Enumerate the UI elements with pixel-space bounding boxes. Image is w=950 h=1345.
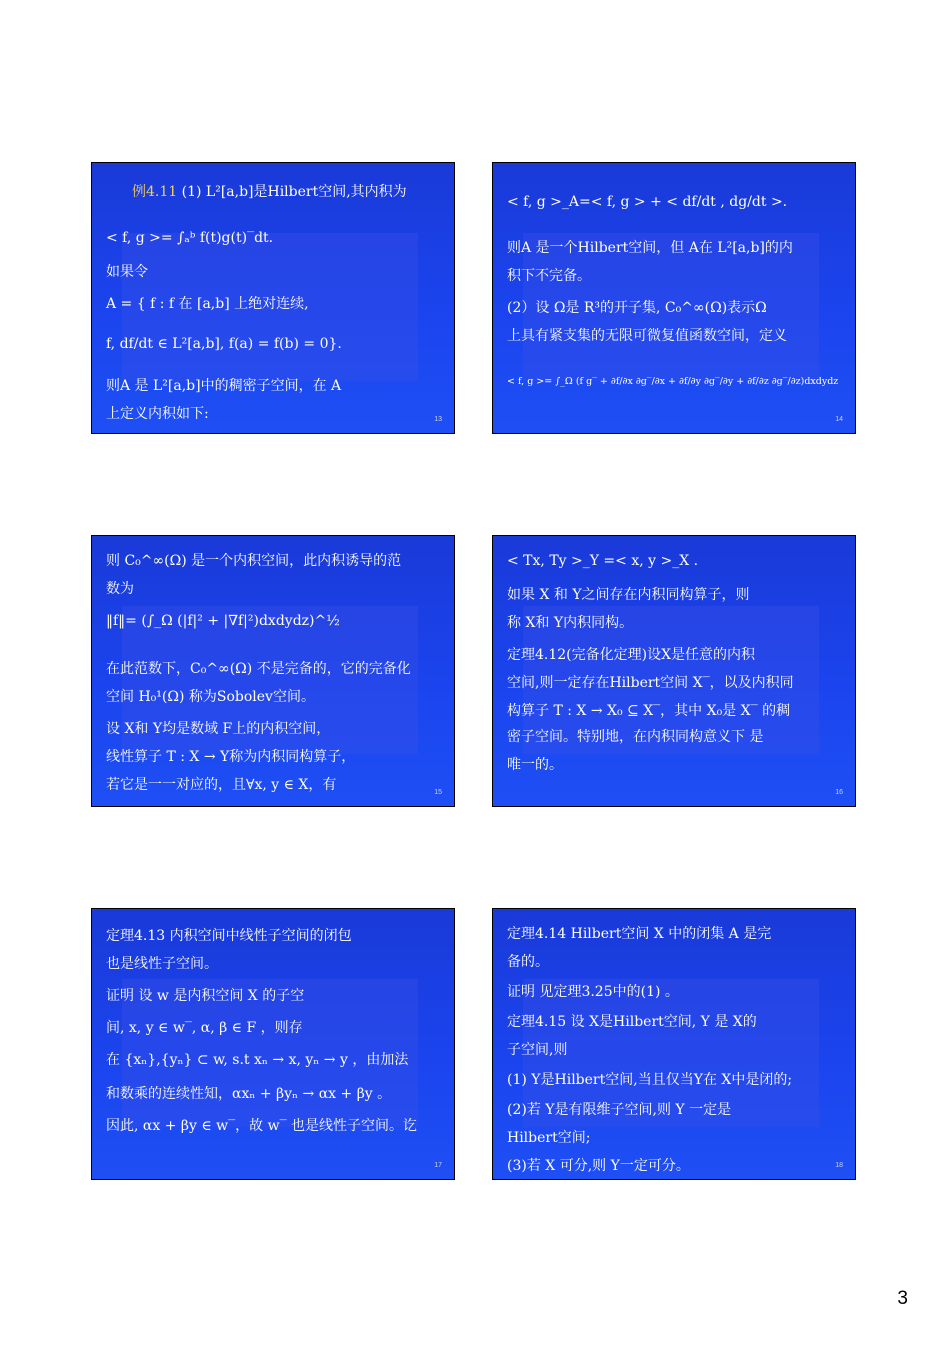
slide-line: 积下不完备。 [507,268,591,284]
slide-line: 如果 X 和 Y之间存在内积同构算子，则 [507,587,750,603]
slide-number: 16 [835,789,843,796]
slide-line: 间, x, y ∈ w‾, α, β ∈ F ，则存 [106,1020,303,1036]
slide-18 [492,908,856,1180]
slide-line: 空间 H₀¹(Ω) 称为Sobolev空间。 [106,689,315,705]
slide-13 [91,162,455,434]
slide-line: 定理4.14 Hilbert空间 X 中的闭集 A 是完 [507,926,772,942]
slide-number: 18 [835,1162,843,1169]
slide-number: 13 [434,416,442,423]
slide-line: f, df/dt ∈ L²[a,b], f(a) = f(b) = 0}. [106,336,342,352]
slide-15 [91,535,455,807]
slide-line: 和数乘的连续性知，αxₙ + βyₙ → αx + βy 。 [106,1086,392,1102]
slide-number: 14 [835,416,843,423]
slide-line: 例4.11 (1) L²[a,b]是Hilbert空间,其内积为 [132,184,407,200]
slide-line: 称 X和 Y内积同构。 [507,615,634,631]
slide-line: 空间,则一定存在Hilbert空间 X‾，以及内积同 [507,675,794,691]
slide-line: 数为 [106,581,134,597]
slide-line: < f, g >= ∫ₐᵇ f(t)g(t)‾dt. [106,230,274,246]
slide-line: (2)若 Y是有限维子空间,则 Y 一定是 [507,1102,732,1118]
slide-line: A = { f : f 在 [a,b] 上绝对连续, [106,296,309,312]
slide-line: 在 {xₙ},{yₙ} ⊂ w, s.t xₙ → x, yₙ → y ，由加法 [106,1052,409,1068]
slide-line: 若它是一一对应的，且∀x, y ∈ X，有 [106,777,337,793]
slide-line: < f, g >= ∫_Ω (f g‾ + ∂f/∂x ∂g‾/∂x + ∂f/∂y ∂g‾/∂y + ∂f/∂z ∂g‾/∂z)dxdydz [507,376,839,387]
slide-line: (1) Y是Hilbert空间,当且仅当Y在 X中是闭的; [507,1072,793,1088]
slide-line: ‖f‖= (∫_Ω (|f|² + |∇f|²)dxdydz)^½ [106,613,340,629]
slide-line: < f, g >_A=< f, g > + < df/dt , dg/dt >. [507,194,788,210]
slide-line: 构算子 T : X → X₀ ⊆ X‾，其中 X₀是 X‾ 的稠 [507,703,791,719]
slide-16 [492,535,856,807]
slide-line: 上定义内积如下: [106,406,209,422]
slide-line: 定理4.12(完备化定理)设X是任意的内积 [507,647,756,663]
slide-line: 设 X和 Y均是数域 F上的内积空间， [106,721,331,737]
slide-line: < Tx, Ty >_Y =< x, y >_X . [507,553,699,569]
slide-line: 证明 设 w 是内积空间 X 的子空 [106,988,305,1004]
slide-line: 备的。 [507,954,549,970]
slide-line: 如果令 [106,264,148,280]
slide-line: (3)若 X 可分,则 Y一定可分。 [507,1158,690,1174]
slide-line: 密子空间。特别地，在内积同构意义下 是 [507,729,764,745]
slide-line: 线性算子 T : X → Y称为内积同构算子， [106,749,356,765]
slide-line: (2）设 Ω是 R³的开子集, C₀^∞(Ω)表示Ω [507,300,767,316]
slide-line: 则A 是 L²[a,b]中的稠密子空间，在 A [106,378,342,394]
slide-line: 定理4.15 设 X是Hilbert空间, Y 是 X的 [507,1014,757,1030]
page-number: 3 [897,1288,908,1309]
slide-line: 上具有紧支集的无限可微复值函数空间，定义 [507,328,787,344]
slide-line: 定理4.13 内积空间中线性子空间的闭包 [106,928,352,944]
slide-line: 在此范数下，C₀^∞(Ω) 不是完备的，它的完备化 [106,661,411,677]
slide-17 [91,908,455,1180]
slide-14 [492,162,856,434]
slide-line: Hilbert空间; [507,1130,591,1146]
example-label: 例4.11 [132,184,178,200]
slide-number: 15 [434,789,442,796]
slide-line: 证明 见定理3.25中的(1) 。 [507,984,679,1000]
slide-line: 因此, αx + βy ∈ w‾，故 w‾ 也是线性子空间。讫 [106,1118,418,1134]
slide-line: 也是线性子空间。 [106,956,218,972]
slide-line: 则A 是一个Hilbert空间，但 A在 L²[a,b]的内 [507,240,793,256]
slide-line: 则 C₀^∞(Ω) 是一个内积空间，此内积诱导的范 [106,553,402,569]
slide-line: 子空间,则 [507,1042,568,1058]
slide-number: 17 [434,1162,442,1169]
slide-line: 唯一的。 [507,757,563,773]
